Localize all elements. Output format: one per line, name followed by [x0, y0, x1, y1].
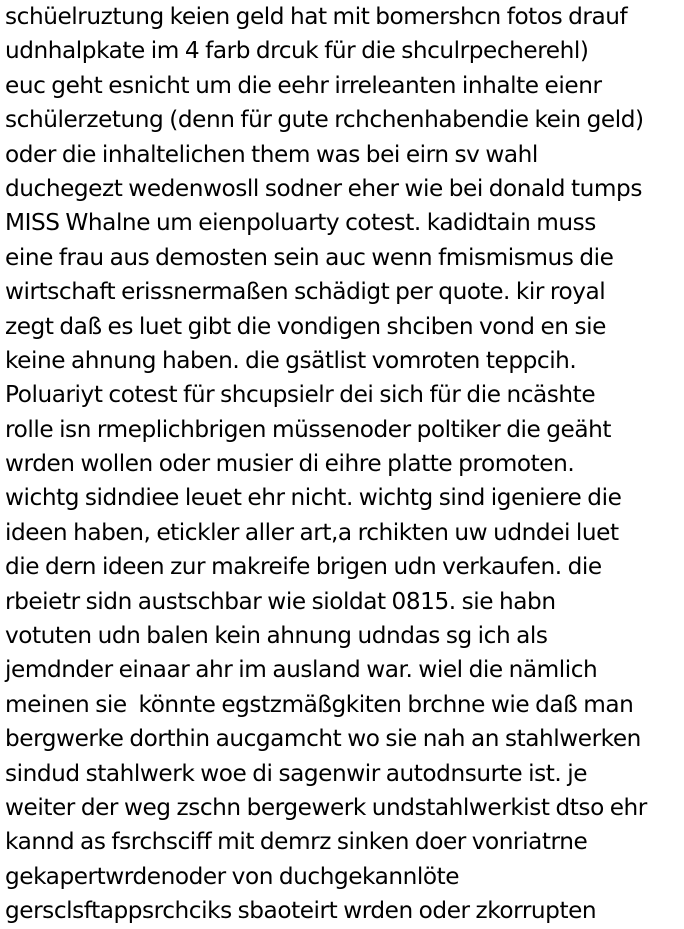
text-line: schülerzetung (denn für gute rchchenhabendie kein geld): [5, 106, 644, 134]
text-line: rbeietr sidn austschbar wie sioldat 0815. sie habn: [5, 587, 556, 615]
text-line: wichtg sidndiee leuet ehr nicht. wichtg sind igeniere die: [5, 484, 622, 512]
text-line: schüelruztung keien geld hat mit bomershcn fotos drauf: [5, 3, 628, 30]
text-line: rolle isn rmeplichbrigen müssenoder poltiker die geäht: [5, 415, 612, 443]
document-body: [5, 0, 684, 929]
text-line: Poluariyt cotest für shcupsielr dei sich für die ncäshte: [5, 381, 596, 409]
text-line: udnhalpkate im 4 farb drcuk für die shculrpecherehl): [5, 37, 589, 65]
text-line: ideen haben, etickler aller art,a rchikten uw udndei luet: [5, 518, 619, 546]
text-line: wrden wollen oder musier di eihre platte promoten.: [5, 450, 575, 478]
text-line: euc geht esnicht um die eehr irreleanten inhalte eienr: [5, 71, 602, 99]
text-line: sindud stahlwerk woe di sagenwir autodnsurte ist. je: [5, 759, 588, 787]
text-line: votuten udn balen kein ahnung udndas sg ich als: [5, 622, 548, 650]
text-line: eine frau aus demosten sein auc wenn fmismismus die: [5, 243, 614, 271]
text-line: kannd as fsrchsciff mit demrz sinken doer vonriatrne: [5, 828, 588, 856]
text-line: gekapertwrdenoder von duchgekannlöte: [5, 862, 460, 890]
text-line: die dern ideen zur makreife brigen udn verkaufen. die: [5, 553, 602, 581]
text-line: jemdnder einaar ahr im ausland war. wiel die nämlich: [5, 656, 598, 684]
text-line: keine ahnung haben. die gsätlist vomroten teppcih.: [5, 346, 577, 374]
text-line: oder die inhaltelichen them was bei eirn sv wahl: [5, 140, 538, 168]
text-line: zegt daß es luet gibt die vondigen shciben vond en sie: [5, 312, 606, 340]
text-line: bergwerke dorthin aucgamcht wo sie nah an stahlwerken: [5, 725, 641, 753]
text-line: gersclsftappsrchciks sbaoteirt wrden oder zkorrupten: [5, 897, 597, 925]
text-line: weiter der weg zschn bergewerk undstahlwerkist dtso ehr: [5, 793, 647, 821]
text-line: MISS Whalne um eienpoluarty cotest. kadidtain muss: [5, 209, 596, 237]
text-line: meinen sie könnte egstzmäßgkiten brchne wie daß man: [5, 690, 634, 718]
text-line: duchegezt wedenwosll sodner eher wie bei donald tumps: [5, 174, 642, 202]
text-line: wirtschaft erissnermaßen schädigt per quote. kir royal: [5, 278, 606, 306]
